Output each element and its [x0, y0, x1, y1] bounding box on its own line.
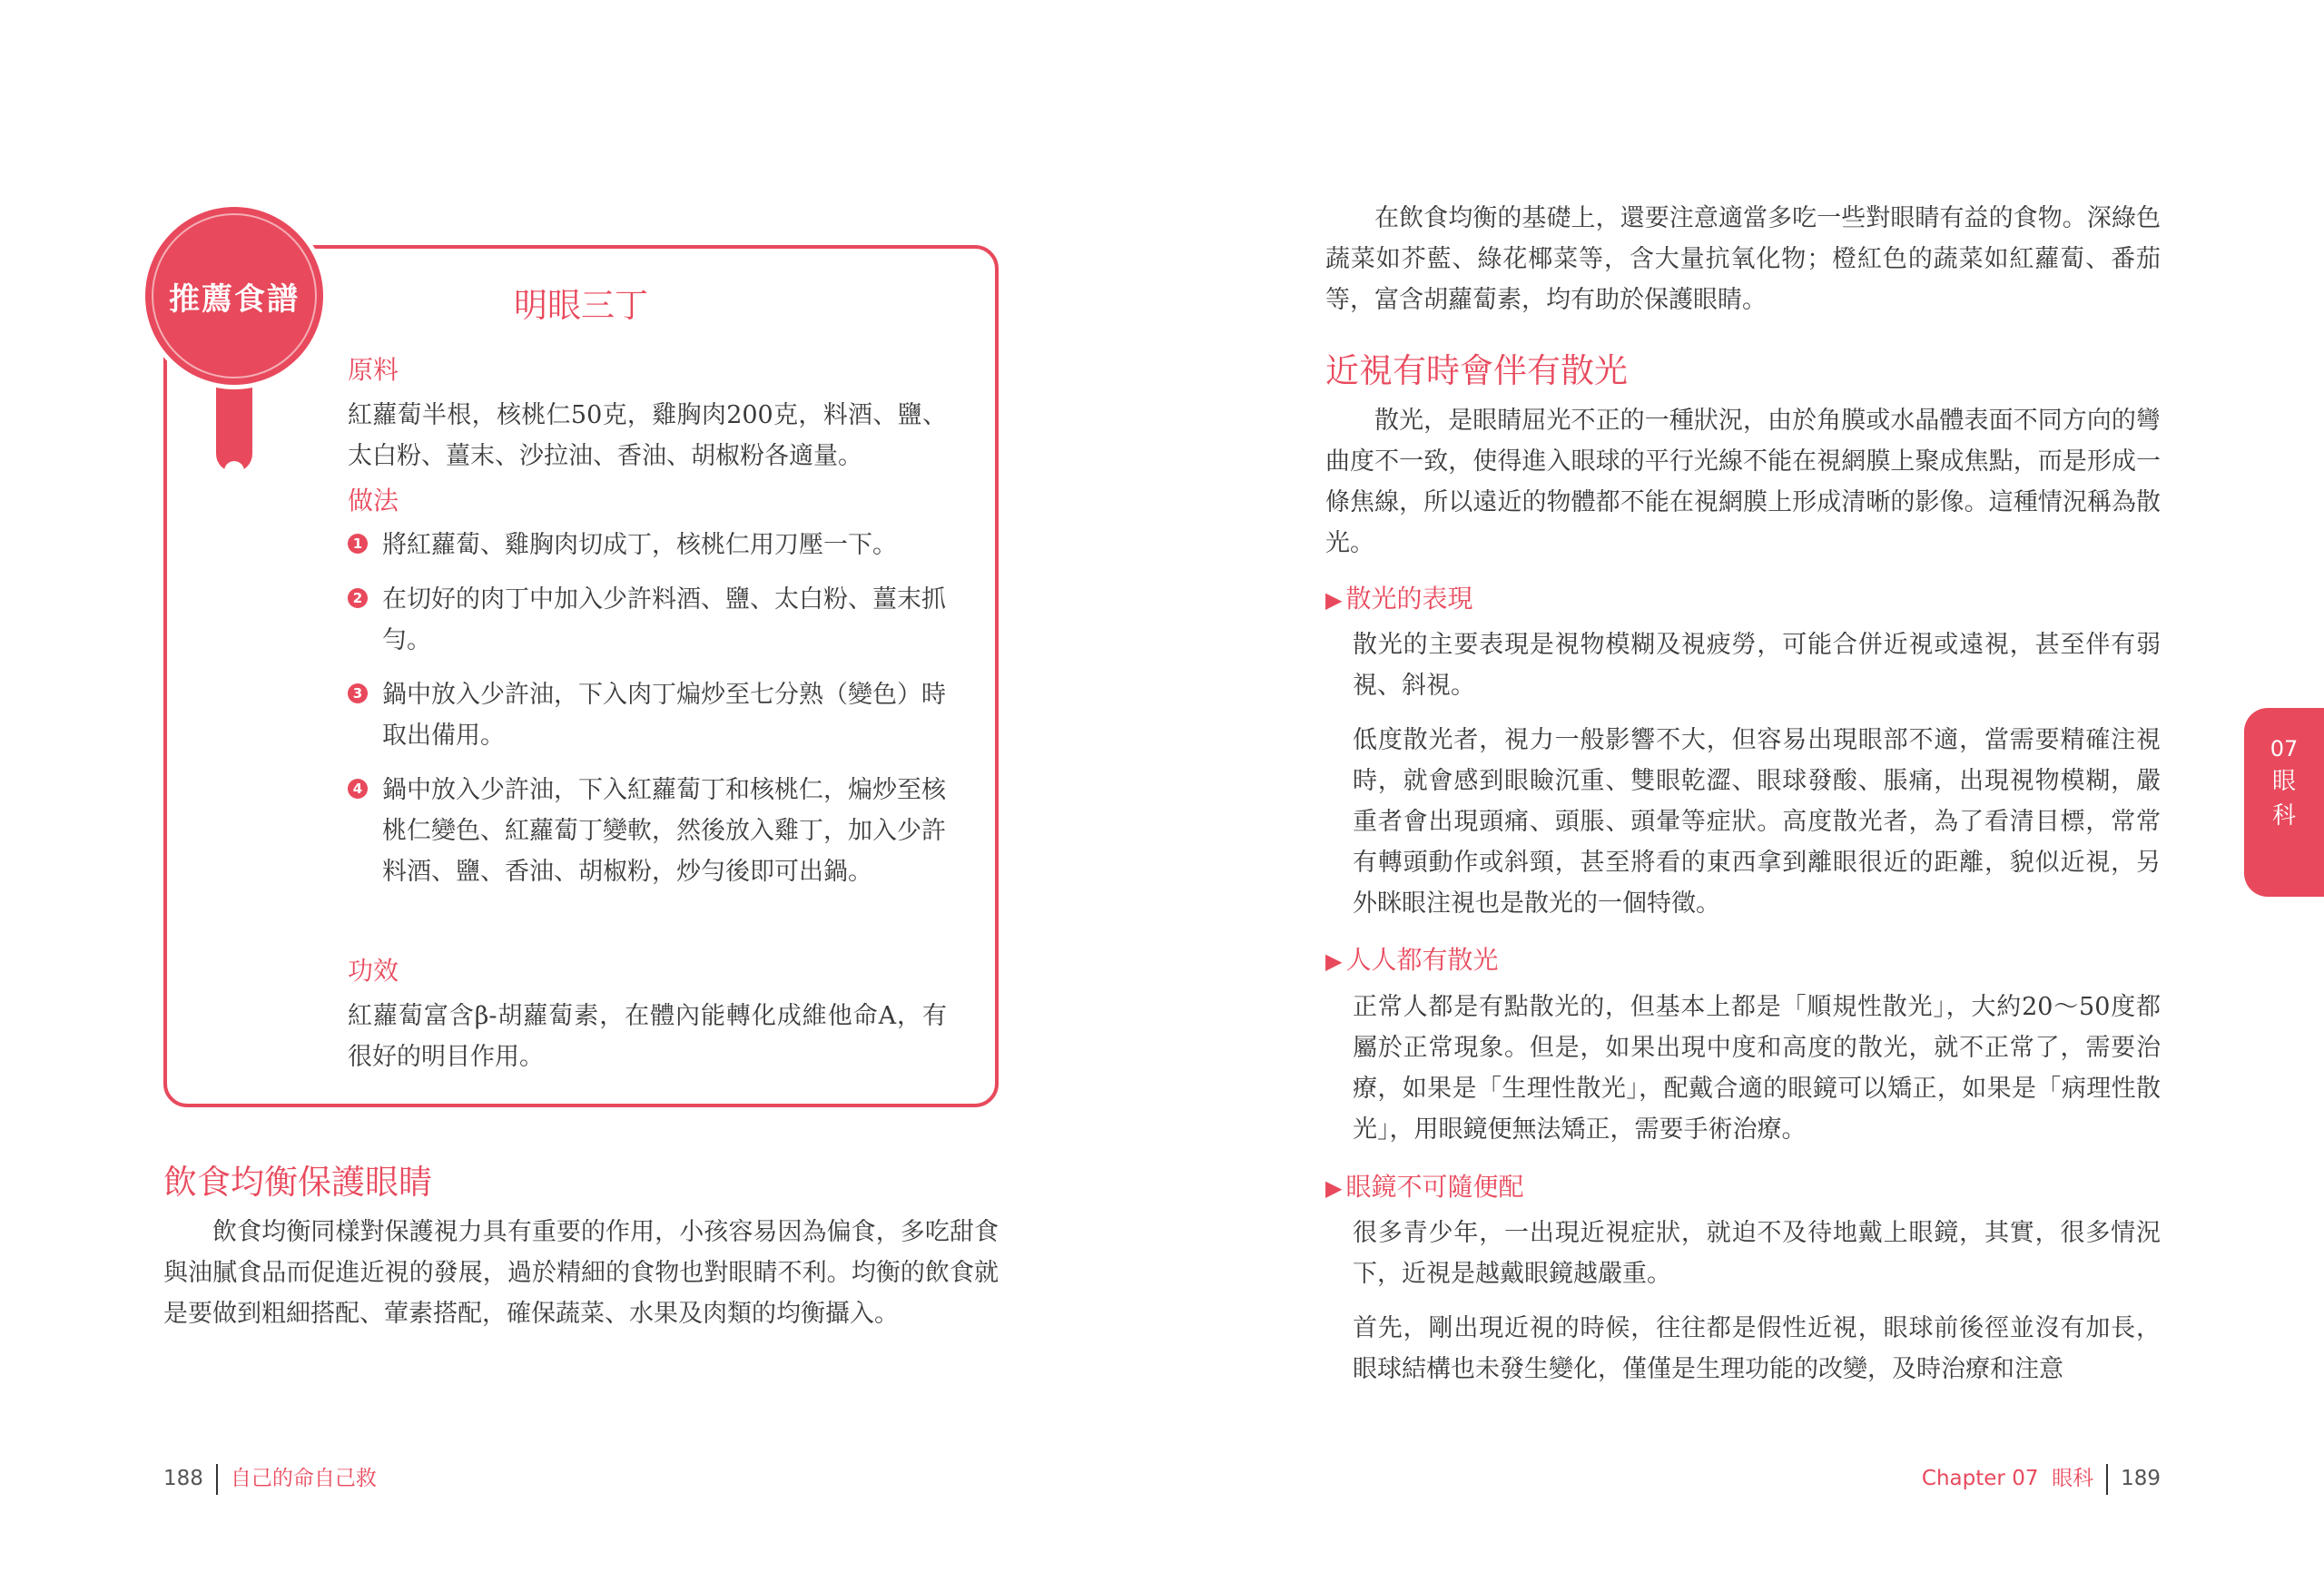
recipe-step [348, 579, 947, 661]
triangle-right-icon: ▶ [1325, 587, 1343, 613]
recipe-title: 明眼三丁 [514, 286, 648, 325]
chapter-tab-char: 眼 [2271, 768, 2296, 795]
footer-divider [2106, 1464, 2108, 1495]
page-number-right: 189 [2121, 1467, 2161, 1490]
subheading-everyone-astigmatism [1325, 940, 1498, 977]
ingredients-heading: 原料 [348, 355, 399, 385]
chapter-tab-char: 科 [2271, 802, 2296, 830]
recipe-badge: 推薦食譜 [169, 280, 300, 318]
sub1-paragraph-2: 低度散光者，視力一般影響不大，但容易出現眼部不適，當需要精確注視時，就會感到眼瞼沉重、雙眼乾澀、眼球發酸、脹痛，出現視物模糊，嚴重者會出現頭痛、頭脹、頭暈等症狀。高度散光者，為了看清目標，常常有轉頭動作或斜頸，甚至將看的東西拿到離眼很近的距離，貌似近視，另外眯眼注視也是散光的一個特徵。 [1353, 726, 2161, 918]
right-intro-text: 在飲食均衡的基礎上，還要注意適當多吃一些對眼睛有益的食物。深綠色蔬菜如芥藍、綠花椰菜等，含大量抗氧化物；橙紅色的蔬菜如紅蘿蔔、番茄等，富含胡蘿蔔素，均有助於保護眼睛。 [1325, 204, 2161, 314]
step-text: 鍋中放入少許油，下入肉丁煸炒至七分熟（變色）時取出備用。 [382, 681, 946, 750]
step-number-3: 3 [348, 683, 368, 703]
subheading-glasses [1325, 1167, 1523, 1204]
subheading-label: 人人都有散光 [1345, 945, 1499, 975]
step-number-2: 2 [348, 588, 368, 608]
effect-heading: 功效 [348, 956, 399, 986]
sub3-paragraph-1: 很多青少年，一出現近視症狀，就迫不及待地戴上眼鏡，其實，很多情況下，近視是越戴眼鏡越嚴重。 [1353, 1219, 2161, 1288]
triangle-right-icon: ▶ [1325, 948, 1343, 974]
effect-text: 紅蘿蔔富含β-胡蘿蔔素，在體內能轉化成維他命A，有很好的明目作用。 [348, 1002, 947, 1071]
left-footer [163, 1461, 377, 1495]
left-section-title: 飲食均衡保護眼睛 [163, 1163, 432, 1202]
step-number-4: 4 [348, 779, 368, 799]
chapter-tab-number: 07 [2270, 736, 2299, 761]
recipe-step [348, 525, 947, 565]
pan-hole [224, 461, 244, 481]
sub1-paragraph-1: 散光的主要表現是視物模糊及視疲勞，可能合併近視或遠視，甚至伴有弱視、斜視。 [1353, 631, 2161, 700]
chapter-name: 眼科 [2052, 1467, 2094, 1490]
chapter-label: Chapter 07 [1921, 1467, 2039, 1490]
subheading-label: 眼鏡不可隨便配 [1345, 1172, 1524, 1202]
subheading-astigmatism-symptoms [1325, 579, 1472, 615]
ingredients-text: 紅蘿蔔半根，核桃仁50克，雞胸肉200克，料酒、鹽、太白粉、薑末、沙拉油、香油、胡椒粉各適量。 [348, 401, 947, 470]
right-section-title: 近視有時會伴有散光 [1325, 351, 1628, 390]
chapter-tab [2244, 708, 2324, 897]
sub2-paragraph-1: 正常人都是有點散光的，但基本上都是「順規性散光」，大約20～50度都屬於正常現象。但是，如果出現中度和高度的散光，就不正常了，需要治療，如果是「生理性散光」，配戴合適的眼鏡可以矯正，如果是「病理性散光」，用眼鏡便無法矯正，需要手術治療。 [1353, 993, 2161, 1144]
page-number-left: 188 [163, 1467, 203, 1490]
step-text: 在切好的肉丁中加入少許料酒、鹽、太白粉、薑末抓勻。 [382, 585, 946, 654]
recipe-step [348, 674, 947, 756]
right-footer [1922, 1461, 2161, 1495]
step-text: 鍋中放入少許油，下入紅蘿蔔丁和核桃仁，煸炒至核桃仁變色、紅蘿蔔丁變軟，然後放入雞丁，加入少許料酒、鹽、香油、胡椒粉，炒勻後即可出鍋。 [382, 776, 946, 886]
recipe-step [348, 770, 947, 892]
left-section-text: 飲食均衡同樣對保護視力具有重要的作用，小孩容易因為偏食，多吃甜食與油膩食品而促進近視的發展，過於精細的食物也對眼睛不利。均衡的飲食就是要做到粗細搭配、葷素搭配，確保蔬菜、水果及肉類的均衡攝入。 [163, 1218, 999, 1328]
step-text: 將紅蘿蔔、雞胸肉切成丁，核桃仁用刀壓一下。 [382, 531, 897, 559]
step-number-1: 1 [348, 534, 368, 554]
method-heading: 做法 [348, 486, 399, 516]
footer-divider [216, 1464, 218, 1495]
triangle-right-icon: ▶ [1325, 1175, 1343, 1201]
sub3-paragraph-2: 首先，剛出現近視的時候，往往都是假性近視，眼球前後徑並沒有加長，眼球結構也未發生變化，僅僅是生理功能的改變，及時治療和注意 [1353, 1314, 2161, 1383]
right-section-text: 散光，是眼睛屈光不正的一種狀況，由於角膜或水晶體表面不同方向的彎曲度不一致，使得進入眼球的平行光線不能在視網膜上聚成焦點，而是形成一條焦線，所以遠近的物體都不能在視網膜上形成清晰的影像。這種情況稱為散光。 [1325, 407, 2161, 557]
book-title: 自己的命自己救 [230, 1467, 377, 1490]
subheading-label: 散光的表現 [1345, 584, 1473, 614]
